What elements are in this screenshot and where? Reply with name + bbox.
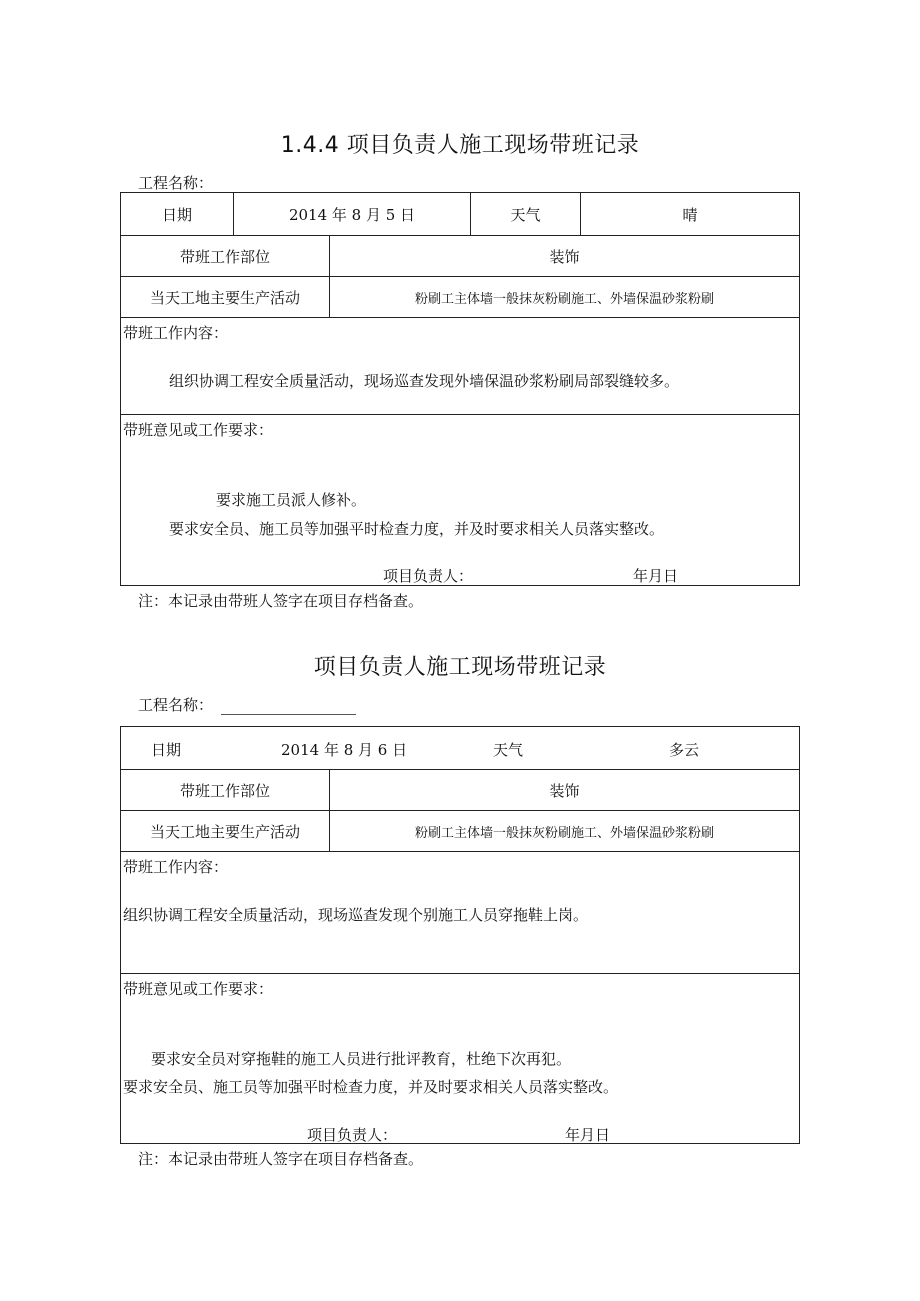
- record2-title: 项目负责人施工现场带班记录: [313, 655, 607, 680]
- opinion-line-1: 要求安全员对穿拖鞋的施工人员进行批评教育，杜绝下次再犯。: [151, 1050, 572, 1068]
- dept-value: 装饰: [329, 236, 799, 276]
- date-row: [121, 193, 799, 235]
- date-value: 2014 年 8 月 5 日: [233, 193, 470, 235]
- activity-row: [121, 810, 799, 851]
- record2-project-name: [138, 694, 356, 715]
- content-label: 带班工作内容：: [123, 858, 229, 876]
- leader-label: 项目负责人：: [307, 1126, 398, 1144]
- content-text: 组织协调工程安全质量活动，现场巡查发现外墙保温砂浆粉刷局部裂缝较多。: [169, 372, 680, 390]
- dept-label: 带班工作部位: [179, 247, 270, 266]
- record2-note: 注：本记录由带班人签字在项目存档备查。: [138, 1150, 424, 1168]
- activity-row: [121, 276, 799, 317]
- activity-label: 当天工地主要生产活动: [149, 288, 300, 307]
- dept-row: [121, 769, 799, 810]
- opinion-row: [121, 973, 799, 1144]
- content-label: 带班工作内容：: [123, 324, 229, 342]
- dept-value: 装饰: [329, 770, 799, 810]
- dept-row: [121, 235, 799, 276]
- leader-label: 项目负责人：: [383, 567, 474, 585]
- project-label: 工程名称：: [138, 174, 214, 192]
- activity-value: 粉刷工主体墙一般抹灰粉刷施工、外墙保温砂浆粉刷: [329, 811, 799, 851]
- record1-title: 1.4.4 项目负责人施工现场带班记录: [280, 133, 640, 158]
- date-label: 日期: [151, 741, 182, 759]
- date-label: 日期: [161, 205, 192, 224]
- weather-value: 多云: [669, 741, 700, 759]
- weather-value: 晴: [580, 193, 799, 235]
- content-row: [121, 317, 799, 414]
- date-sign: 年月日: [565, 1126, 611, 1144]
- opinion-line-1: 要求施工员派人修补。: [216, 491, 367, 509]
- record1-table: [120, 192, 800, 586]
- opinion-label: 带班意见或工作要求：: [123, 980, 274, 998]
- record1-project-name: [138, 172, 341, 193]
- date-row: [121, 727, 799, 769]
- date-value: 2014 年 8 月 6 日: [281, 741, 408, 759]
- dept-label: 带班工作部位: [179, 781, 270, 800]
- weather-label: 天气: [493, 741, 524, 759]
- activity-value: 粉刷工主体墙一般抹灰粉刷施工、外墙保温砂浆粉刷: [329, 277, 799, 317]
- weather-label: 天气: [470, 193, 580, 235]
- opinion-line-2: 要求安全员、施工员等加强平时检查力度，并及时要求相关人员落实整改。: [169, 520, 665, 538]
- date-sign: 年月日: [633, 567, 679, 585]
- opinion-row: [121, 414, 799, 586]
- record2-table: [120, 726, 800, 1144]
- opinion-line-2: 要求安全员、施工员等加强平时检查力度，并及时要求相关人员落实整改。: [123, 1078, 619, 1096]
- record1-note: 注：本记录由带班人签字在项目存档备查。: [138, 592, 424, 610]
- opinion-label: 带班意见或工作要求：: [123, 421, 274, 439]
- content-row: [121, 851, 799, 973]
- activity-label: 当天工地主要生产活动: [149, 822, 300, 841]
- project-name-blank: [221, 713, 356, 715]
- content-text: 组织协调工程安全质量活动，现场巡查发现个别施工人员穿拖鞋上岗。: [123, 906, 589, 924]
- project-label: 工程名称：: [138, 696, 214, 714]
